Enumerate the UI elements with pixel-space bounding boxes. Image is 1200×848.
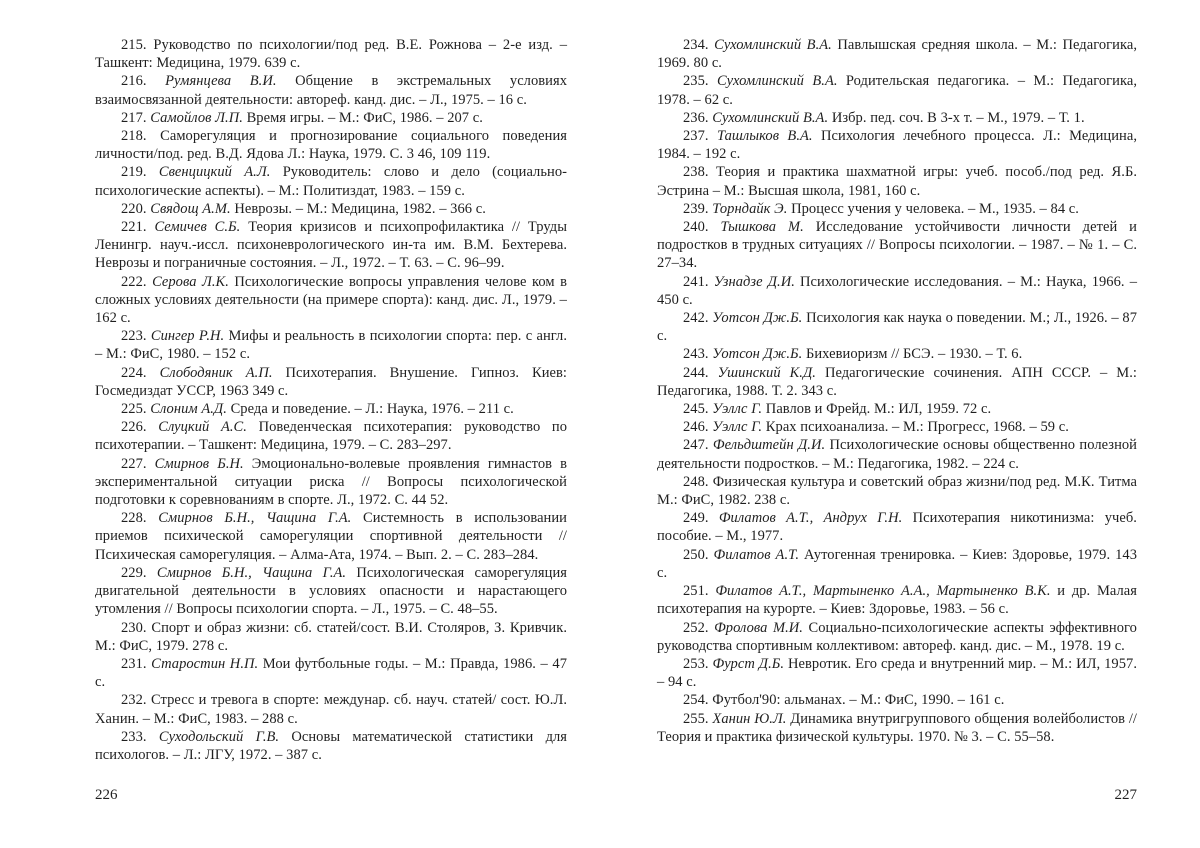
- references-list-right: [657, 36, 1137, 746]
- author-name: Узнадзе Д.И.: [713, 273, 795, 290]
- author-name: Ушинский К.Д.: [717, 364, 816, 381]
- reference-entry: 254. Футбол'90: альманах. – М.: ФиС, 1990. – 161 с.: [683, 692, 1005, 709]
- reference-entry: 221. Семичев С.Б. Теория кризисов и психопрофилактика // Труды Ленингр. науч.-иссл. психоневрологического ин-та им. В.М. Бехтерева. Неврозы и пограничные состояния. – Л., 1972. – Т. 63. – С. 96–99.: [95, 219, 568, 272]
- reference-entry: 215. Руководство по психологии/под ред. В.Е. Рожнова – 2-е изд. – Ташкент: Медицина, 1979. 639 с.: [95, 37, 567, 72]
- reference-entry: 252. Фролова М.И. Социально-психологические аспекты эффективного руководства спортивным коллективом: автореф. канд. дис. – М., 1978. 19 с.: [657, 619, 1137, 654]
- reference-entry: 228. Смирнов Б.Н., Чащина Г.А. Системность в использовании приемов психической саморегуляции спортивной деятельности // Психическая саморегуляция. – Алма-Ата, 1974. – Вып. 2. – С. 283–284.: [95, 510, 567, 563]
- author-name: Ташлыков В.А.: [716, 128, 813, 145]
- reference-entry: 247. Фельдштейн Д.И. Психологические основы общественно полезной деятельности подростков. – М.: Педагогика, 1982. – 224 с.: [657, 437, 1137, 472]
- reference-entry: 239. Торндайк Э. Процесс учения у человека. – М., 1935. – 84 с.: [683, 200, 1079, 217]
- reference-entry: 241. Узнадзе Д.И. Психологические исследования. – М.: Наука, 1966. – 450 с.: [657, 273, 1137, 308]
- reference-entry: 243. Уотсон Дж.Б. Бихевиоризм // БСЭ. – 1930. – Т. 6.: [683, 346, 1023, 363]
- reference-entry: 245. Уэллс Г. Павлов и Фрейд. М.: ИЛ, 1959. 72 с.: [683, 401, 992, 418]
- reference-entry: 227. Смирнов Б.Н. Эмоционально-волевые проявления гимнастов в экспериментальной ситуации риска // Вопросы психологической подготовки к соревнованиям в спорте. Л., 1972. С. 44 52.: [95, 455, 567, 509]
- reference-entry: 230. Спорт и образ жизни: сб. статей/сост. В.И. Столяров, З. Кривчик. М.: ФиС, 1979. 278 с.: [95, 619, 567, 654]
- reference-entry: 255. Ханин Ю.Л. Динамика внутригруппового общения волейболистов // Теория и практика физической культуры. 1970. № 3. – С. 55–58.: [657, 710, 1137, 745]
- reference-entry: 253. Фурст Д.Б. Невротик. Его среда и внутренний мир. – М.: ИЛ, 1957. – 94 с.: [657, 655, 1138, 691]
- author-name: Смирнов Б.Н., Чащина Г.А.: [156, 564, 347, 581]
- author-name: Самойлов Л.П.: [150, 109, 243, 126]
- author-name: Фролова М.И.: [714, 619, 803, 636]
- author-name: Ханин Ю.Л.: [712, 710, 787, 727]
- author-name: Свядощ А.М.: [150, 200, 231, 217]
- author-name: Слуцкий А.С.: [158, 419, 247, 436]
- author-name: Слоним А.Д.: [150, 401, 227, 418]
- author-name: Серова Л.К.: [152, 273, 229, 290]
- reference-entry: 232. Стресс и тревога в спорте: междунар. сб. науч. статей/ сост. Ю.Л. Ханин. – М.: ФиС, 1983. – 288 с.: [95, 692, 568, 727]
- author-name: Уэллс Г.: [712, 419, 763, 436]
- author-name: Уотсон Дж.Б.: [712, 346, 803, 363]
- right-page: [657, 36, 1137, 746]
- author-name: Семичев С.Б.: [154, 219, 241, 236]
- reference-entry: 234. Сухомлинский В.А. Павлышская средняя школа. – М.: Педагогика, 1969. 80 с.: [657, 37, 1137, 72]
- reference-entry: 237. Ташлыков В.А. Психология лечебного процесса. Л.: Медицина, 1984. – 192 с.: [657, 128, 1137, 163]
- reference-entry: 223. Сингер Р.Н. Мифы и реальность в психологии спорта: пер. с англ. – М.: ФиС, 1980. – 152 с.: [95, 328, 567, 363]
- page-number-left: 226: [95, 787, 118, 803]
- author-name: Смирнов Б.Н., Чащина Г.А.: [158, 510, 352, 527]
- author-name: Фурст Д.Б.: [712, 655, 785, 672]
- author-name: Филатов А.Т., Андрух Г.Н.: [718, 510, 903, 527]
- author-name: Уотсон Дж.Б.: [712, 310, 803, 327]
- reference-entry: 249. Филатов А.Т., Андрух Г.Н. Психотерапия никотинизма: учеб. пособие. – М., 1977.: [657, 510, 1137, 545]
- reference-entry: 219. Свенцицкий А.Л. Руководитель: слово и дело (социально-психологические аспекты). – М.: Политиздат, 1983. – 159 с.: [95, 164, 567, 199]
- author-name: Сингер Р.Н.: [150, 328, 225, 345]
- reference-entry: 251. Филатов А.Т., Мартыненко А.А., Мартыненко В.К. и др. Малая психотерапия на курорте. – Киев: Здоровье, 1983. – 56 с.: [657, 583, 1138, 618]
- references-list-left: [95, 36, 567, 764]
- reference-entry: 218. Саморегуляция и прогнозирование социального поведения личности/под. ред. В.Д. Ядова Л.: Наука, 1979. С. 3 46, 109 119.: [95, 128, 568, 163]
- reference-entry: 224. Слободяник А.П. Психотерапия. Внушение. Гипноз. Киев: Госмедиздат УССР, 1963 349 с.: [95, 364, 568, 399]
- reference-entry: 250. Филатов А.Т. Аутогенная тренировка. – Киев: Здоровье, 1979. 143 с.: [657, 546, 1137, 581]
- author-name: Фельдштейн Д.И.: [712, 437, 826, 454]
- author-name: Суходольский Г.В.: [158, 728, 280, 745]
- reference-entry: 233. Суходольский Г.В. Основы математической статистики для психологов. – Л.: ЛГУ, 1972. – 387 с.: [95, 728, 568, 763]
- page-number-right: 227: [1114, 787, 1137, 803]
- reference-entry: 242. Уотсон Дж.Б. Психология как наука о поведении. М.; Л., 1926. – 87 с.: [657, 310, 1138, 345]
- author-name: Филатов А.Т.: [713, 546, 799, 563]
- author-name: Смирнов Б.Н.: [154, 455, 244, 472]
- left-page: [95, 36, 567, 764]
- reference-entry: 220. Свядощ А.М. Неврозы. – М.: Медицина, 1982. – 366 с.: [121, 200, 486, 217]
- reference-entry: 248. Физическая культура и советский образ жизни/под ред. М.К. Титма М.: ФиС, 1982. 238 с.: [657, 473, 1138, 509]
- author-name: Старостин Н.П.: [151, 655, 259, 672]
- author-name: Сухомлинский В.А.: [716, 73, 838, 90]
- reference-entry: 236. Сухомлинский В.А. Избр. пед. соч. В 3-х т. – М., 1979. – Т. 1.: [683, 109, 1085, 126]
- reference-entry: 226. Слуцкий А.С. Поведенческая психотерапия: руководство по психотерапии. – Ташкент: Медицина, 1979. – С. 283–297.: [95, 419, 567, 454]
- reference-entry: 235. Сухомлинский В.А. Родительская педагогика. – М.: Педагогика, 1978. – 62 с.: [657, 73, 1137, 108]
- author-name: Сухомлинский В.А.: [712, 109, 829, 126]
- reference-entry: 229. Смирнов Б.Н., Чащина Г.А. Психологическая саморегуляция двигательной деятельности в условиях опасности и нарастающего утомления // Вопросы психологии спорта. – Л., 1975. – С. 48–55.: [95, 564, 567, 618]
- reference-entry: 240. Тышкова М. Исследование устойчивости личности детей и подростков в трудных ситуациях // Вопросы психологии. – 1987. – № 1. – С. 27–34.: [657, 219, 1137, 272]
- author-name: Филатов А.Т., Мартыненко А.А., Мартыненко В.К.: [715, 583, 1051, 600]
- author-name: Слободяник А.П.: [159, 364, 273, 381]
- reference-entry: 246. Уэллс Г. Крах психоанализа. – М.: Прогресс, 1968. – 59 с.: [683, 419, 1069, 436]
- reference-entry: 222. Серова Л.К. Психологические вопросы управления челове ком в сложных условиях деятельности (на примере спорта): канд. дис. Л., 1979. – 162 с.: [95, 273, 567, 327]
- reference-entry: 217. Самойлов Л.П. Время игры. – М.: ФиС, 1986. – 207 с.: [121, 109, 483, 126]
- author-name: Тышкова М.: [720, 219, 804, 236]
- reference-entry: 231. Старостин Н.П. Мои футбольные годы. – М.: Правда, 1986. – 47 с.: [95, 655, 567, 691]
- author-name: Уэллс Г.: [712, 401, 763, 418]
- author-name: Румянцева В.И.: [165, 73, 277, 90]
- reference-entry: 238. Теория и практика шахматной игры: учеб. пособ./под ред. Я.Б. Эстрина – М.: Высшая школа, 1981, 160 с.: [657, 164, 1138, 199]
- reference-entry: 225. Слоним А.Д. Среда и поведение. – Л.: Наука, 1976. – 211 с.: [121, 401, 514, 418]
- reference-entry: 244. Ушинский К.Д. Педагогические сочинения. АПН СССР. – М.: Педагогика, 1988. Т. 2. 343 с.: [657, 364, 1137, 399]
- author-name: Свенцицкий А.Л.: [158, 164, 271, 181]
- reference-entry: 216. Румянцева В.И. Общение в экстремальных условиях взаимосвязанной деятельности: автореф. канд. дис. – Л., 1975. – 16 с.: [95, 73, 567, 108]
- author-name: Торндайк Э.: [712, 200, 788, 217]
- author-name: Сухомлинский В.А.: [714, 37, 832, 53]
